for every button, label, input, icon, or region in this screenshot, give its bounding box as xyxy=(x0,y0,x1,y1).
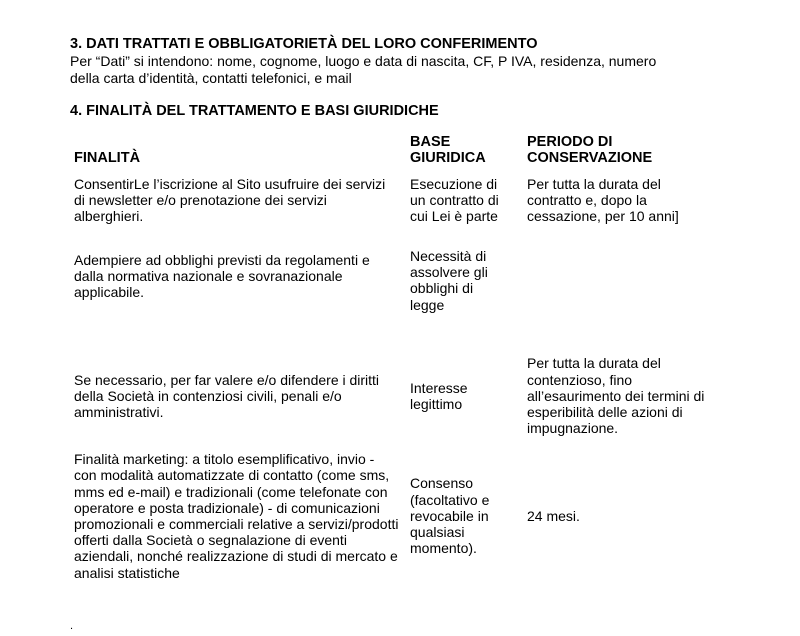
section-3-text-line-2: della carta d’identità, contatti telefonici, e mail xyxy=(70,70,352,86)
cell-base-text: Necessità di assolvere gli obblighi di legge xyxy=(410,248,488,313)
section-3-heading: 3. DATI TRATTATI E OBBLIGATORIETÀ DEL LORO CONFERIMENTO xyxy=(70,36,538,52)
cell-base-text: Consenso (facoltativo e revocabile in qualsiasi momento). xyxy=(410,475,490,557)
cell-finalita xyxy=(74,352,410,440)
cell-finalita xyxy=(74,248,410,352)
section-4-heading: 4. FINALITÀ DEL TRATTAMENTO E BASI GIURIDICHE xyxy=(70,103,439,119)
cell-base xyxy=(410,176,527,248)
cell-finalita-text: Adempiere ad obblighi previsti da regolamenti e dalla normativa nazionale e sovranazionale applicabile. xyxy=(74,252,370,301)
table-header-row xyxy=(74,134,727,176)
header-finalita: FINALITÀ xyxy=(74,150,141,166)
cell-finalita-text: Se necessario, per far valere e/o difendere i diritti della Società in contenziosi civili, penali e/o amministrativi. xyxy=(74,371,380,421)
table-row xyxy=(74,352,727,440)
table-row xyxy=(74,440,727,592)
table-row xyxy=(74,176,727,248)
cell-base-text: Interesse legittimo xyxy=(410,379,468,412)
header-periodo xyxy=(527,134,727,176)
cell-base xyxy=(410,352,527,440)
cell-periodo xyxy=(527,440,727,592)
cell-periodo xyxy=(527,176,727,248)
cell-periodo-text: 24 mesi. xyxy=(527,507,580,524)
purposes-table xyxy=(74,134,727,592)
trailing-mark: . xyxy=(70,620,74,632)
document-body xyxy=(70,36,730,592)
cell-finalita-text: Finalità marketing: a titolo esemplificativo, invio - con modalità automatizzate di contatto (come sms, mms ed e-mail) e tradizionali (come telefonate con operatore e posta tradizionale) - di comunicazioni promozionali e commerciali relative a servizi/prodotti offerti dalla Società o segnalazione di eventi aziendali, nonché realizzazione di studi di mercato e analisi statistiche xyxy=(74,451,399,581)
cell-periodo xyxy=(527,352,727,440)
table-row xyxy=(74,248,727,352)
cell-base xyxy=(410,440,527,592)
section-3-text-line-1: Per “Dati” si intendono: nome, cognome, luogo e data di nascita, CF, P IVA, residenza, numero xyxy=(70,53,657,69)
cell-finalita xyxy=(74,176,410,248)
header-base-giuridica-text: BASE GIURIDICA xyxy=(410,134,486,166)
cell-periodo xyxy=(527,248,727,352)
cell-base xyxy=(410,248,527,352)
header-periodo-text: PERIODO DI CONSERVAZIONE xyxy=(527,134,653,166)
cell-periodo-text: Per tutta la durata del contenzioso, fino all’esaurimento dei termini di esperibilità delle azioni di impugnazione. xyxy=(527,355,705,437)
cell-base-text: Esecuzione di un contratto di cui Lei è parte xyxy=(410,176,499,225)
header-base-giuridica xyxy=(410,134,527,176)
cell-periodo-text: Per tutta la durata del contratto e, dopo la cessazione, per 10 anni] xyxy=(527,176,679,225)
cell-finalita-text: ConsentirLe l’iscrizione al Sito usufruire dei servizi di newsletter e/o prenotazione dei servizi alberghieri. xyxy=(74,176,386,225)
cell-finalita xyxy=(74,440,410,592)
